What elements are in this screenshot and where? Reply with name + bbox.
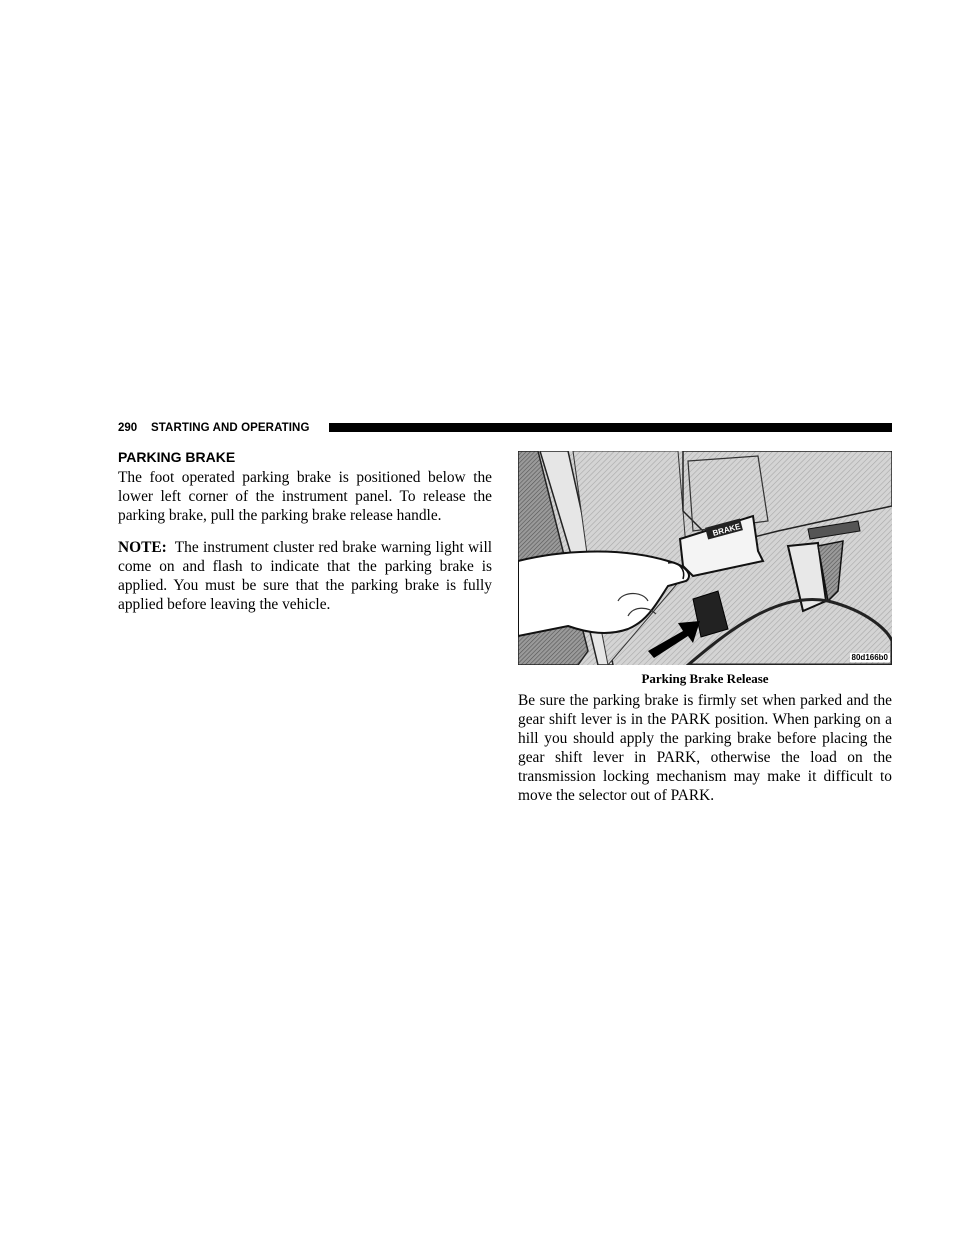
page-number: 290 (118, 422, 138, 434)
note-text: The instrument cluster red brake warning light will come on and flash to indicate that the parking brake is applied. You must be sure that the parking brake is fully applied before leaving the vehicle. (118, 539, 492, 613)
section-title: STARTING AND OPERATING (151, 422, 310, 434)
left-column (118, 449, 492, 614)
parking-brake-illustration (518, 451, 892, 665)
page-header (118, 420, 892, 436)
header-rule (329, 423, 892, 432)
parking-brake-heading: PARKING BRAKE (118, 449, 236, 465)
brake-handle-label: BRAKE (711, 521, 742, 538)
note-paragraph (118, 538, 492, 614)
after-figure-paragraph: Be sure the parking brake is firmly set when parked and the gear shift lever is in the PARK position. When parking on a hill you should apply the parking brake before placing the gear shift lever in PARK, otherwise the load on the transmission locking mechanism may make it difficult to move the selector out of PARK. (518, 692, 892, 804)
intro-paragraph: The foot operated parking brake is positioned below the lower left corner of the instrument panel. To release the parking brake, pull the parking brake release handle. (118, 469, 492, 524)
figure-code: 80d166b0 (851, 653, 888, 662)
figure-caption: Parking Brake Release (641, 671, 769, 686)
note-label: NOTE: (118, 539, 167, 556)
right-column (518, 691, 892, 805)
